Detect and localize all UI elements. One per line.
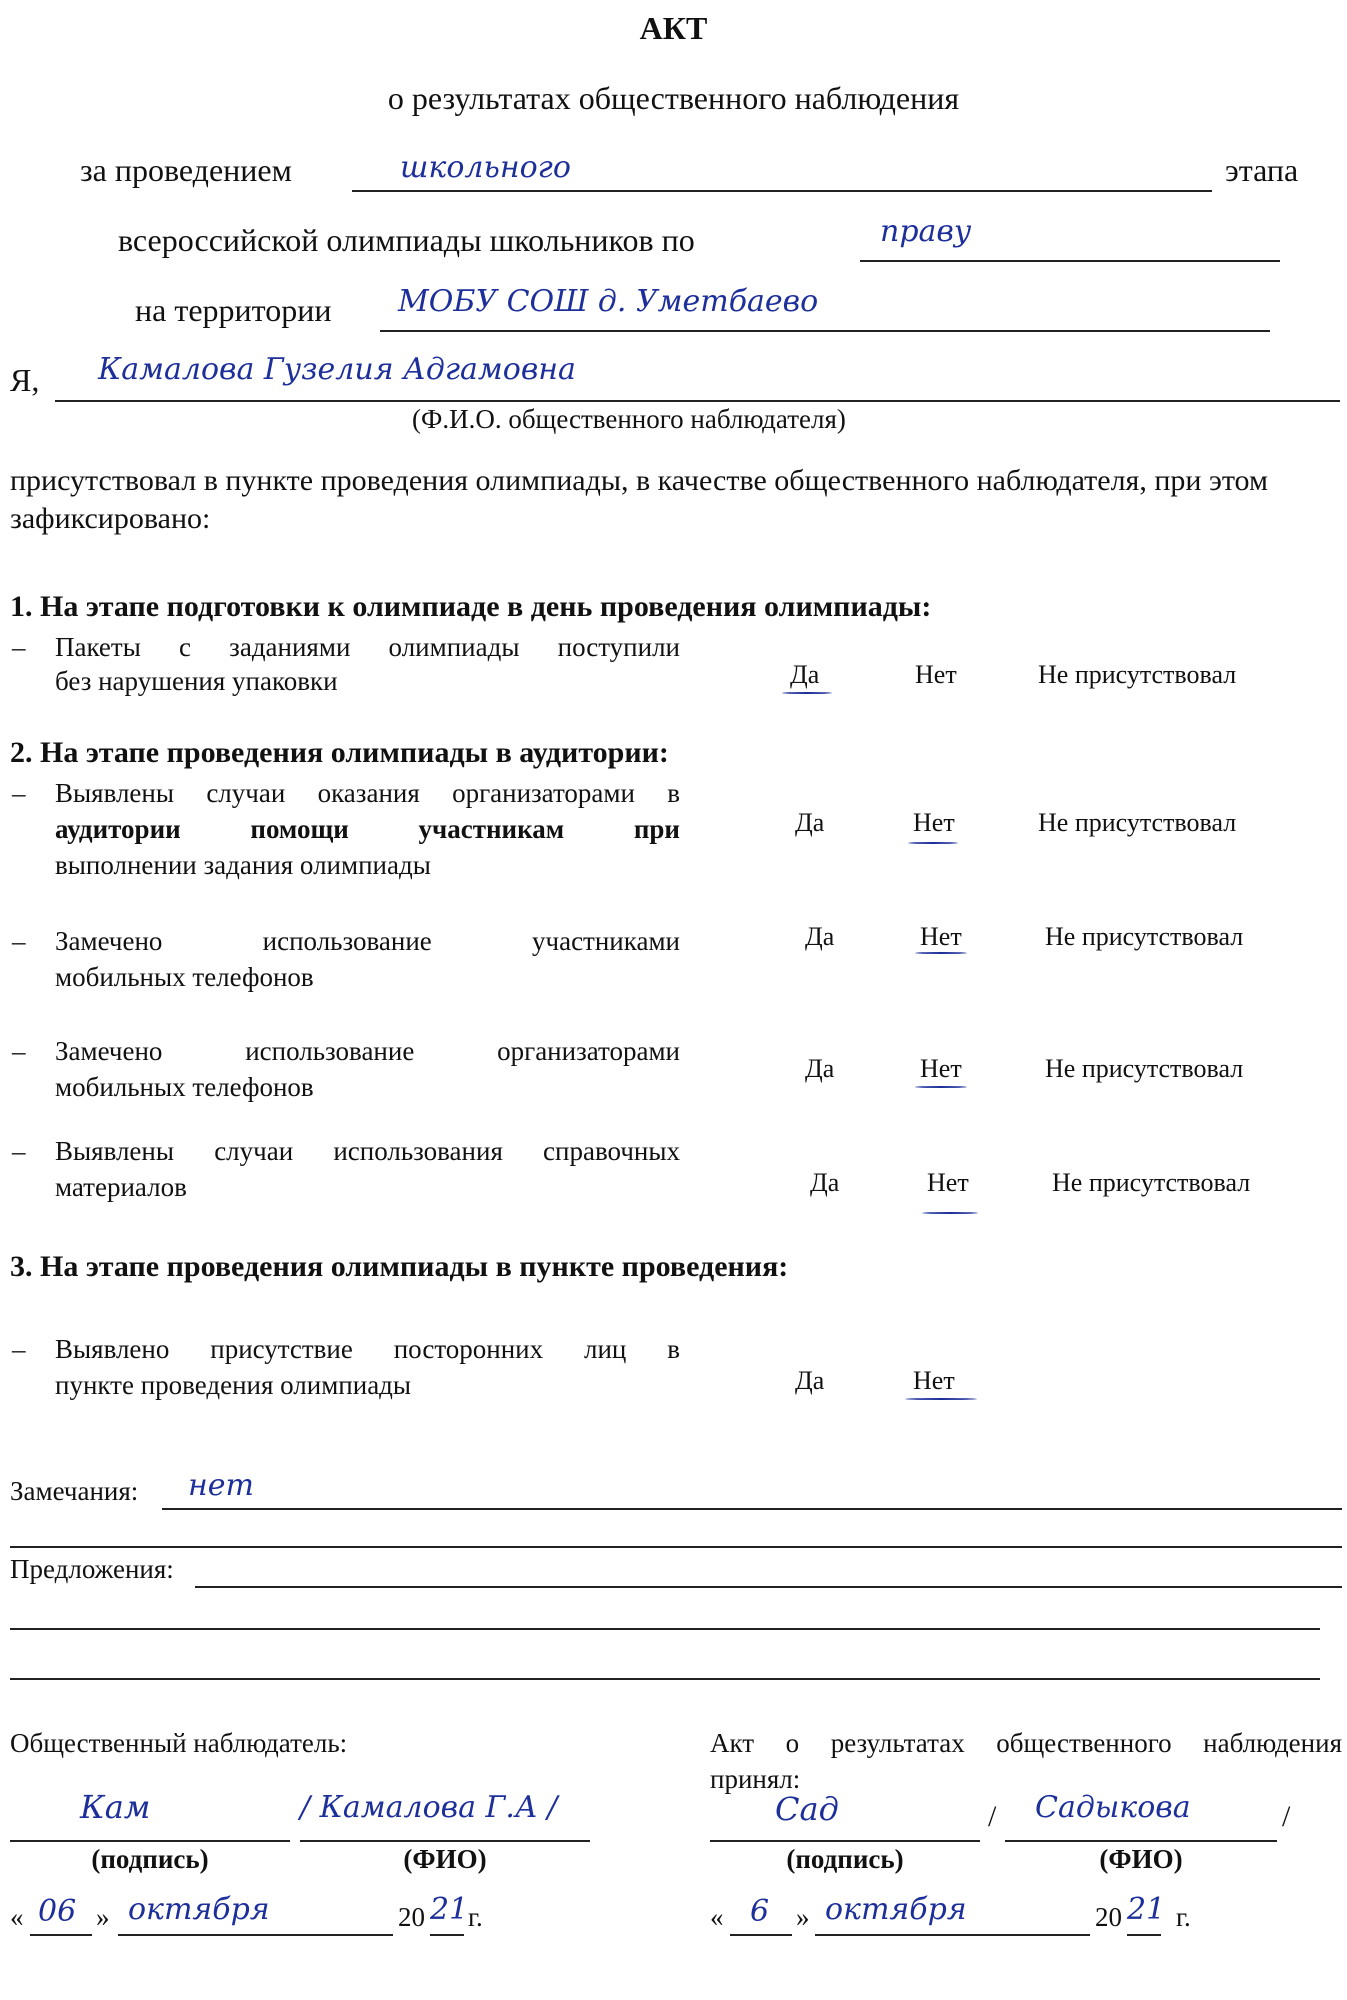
date-open: « bbox=[10, 1902, 24, 1932]
item-dash: – bbox=[12, 632, 26, 662]
observer-fio-line bbox=[300, 1840, 590, 1842]
acceptor-sign-caption: (подпись) bbox=[786, 1844, 904, 1874]
stage-suffix: этапа bbox=[1225, 152, 1299, 188]
option-no[interactable]: Нет bbox=[913, 1366, 955, 1395]
observer-signature[interactable]: Кам bbox=[80, 1788, 151, 1826]
date-day-line bbox=[730, 1934, 792, 1936]
observer-fio[interactable]: / Камалова Г.А / bbox=[300, 1790, 558, 1825]
item-text-line: Замечено использование участниками bbox=[55, 926, 680, 956]
territory-field[interactable]: МОБУ СОШ д. Уметбаево bbox=[398, 284, 819, 319]
item-text-line: выполнении задания олимпиады bbox=[55, 850, 431, 880]
conducting-label: за проведением bbox=[80, 152, 292, 188]
option-no[interactable]: Нет bbox=[915, 660, 957, 689]
acceptor-sign-title: Акт о результатах общественного наблюдения bbox=[710, 1728, 1342, 1758]
proposals-label: Предложения: bbox=[10, 1554, 174, 1584]
section-heading: 3. На этапе проведения олимпиады в пункте проведения: bbox=[10, 1250, 789, 1283]
acceptor-fio[interactable]: Садыкова bbox=[1035, 1790, 1191, 1825]
observer-caption: (Ф.И.О. общественного наблюдателя) bbox=[412, 404, 846, 434]
item-text-line: аудитории помощи участникам при bbox=[55, 814, 680, 844]
date-year[interactable]: 21 bbox=[430, 1892, 469, 1927]
intro-text: присутствовал в пункте проведения олимпиады, в качестве общественного наблюдателя, при этом зафиксировано: bbox=[10, 464, 1268, 535]
selected-mark bbox=[922, 1212, 978, 1214]
option-no[interactable]: Нет bbox=[913, 808, 955, 837]
date-month-line bbox=[815, 1934, 1090, 1936]
subject-field[interactable]: праву bbox=[880, 214, 972, 249]
item-text-line: мобильных телефонов bbox=[55, 1072, 314, 1102]
document-subtitle: о результатах общественного наблюдения bbox=[387, 80, 960, 116]
territory-line bbox=[380, 330, 1270, 332]
selected-mark bbox=[915, 952, 967, 954]
date-year-line bbox=[430, 1934, 464, 1936]
date-month[interactable]: октября bbox=[128, 1892, 270, 1927]
section-heading: 2. На этапе проведения олимпиады в аудитории: bbox=[10, 736, 669, 769]
item-dash: – bbox=[12, 778, 26, 808]
selected-mark bbox=[905, 1398, 977, 1400]
option-yes[interactable]: Да bbox=[795, 1366, 825, 1395]
remarks-label: Замечания: bbox=[10, 1476, 139, 1506]
document-title: АКТ bbox=[639, 10, 708, 46]
date-year-prefix: 20 bbox=[398, 1902, 425, 1932]
item-text-line: материалов bbox=[55, 1172, 187, 1202]
date-year[interactable]: 21 bbox=[1127, 1892, 1166, 1927]
date-open: « bbox=[710, 1902, 724, 1932]
option-yes[interactable]: Да bbox=[790, 660, 820, 689]
item-text-line: Выявлены случаи оказания организаторами в bbox=[55, 778, 680, 808]
option-no[interactable]: Нет bbox=[927, 1168, 969, 1197]
date-day[interactable]: 06 bbox=[38, 1894, 77, 1929]
item-text-line: Выявлено присутствие посторонних лиц в bbox=[55, 1334, 680, 1364]
item-text-line: мобильных телефонов bbox=[55, 962, 314, 992]
proposals-field[interactable] bbox=[195, 1586, 1342, 1588]
subject-line bbox=[860, 260, 1280, 262]
option-yes[interactable]: Да bbox=[805, 922, 835, 951]
stage-field[interactable]: школьного bbox=[400, 150, 571, 185]
item-text-line: Пакеты с заданиями олимпиады поступили bbox=[55, 632, 680, 662]
item-dash: – bbox=[12, 1136, 26, 1166]
date-day-line bbox=[30, 1934, 92, 1936]
acceptor-sign-title-2: принял: bbox=[710, 1764, 801, 1794]
proposals-line-3 bbox=[10, 1678, 1320, 1680]
item-dash: – bbox=[12, 1036, 26, 1066]
option-absent[interactable]: Не присутствовал bbox=[1052, 1168, 1251, 1197]
selected-mark bbox=[908, 842, 958, 844]
date-month[interactable]: октября bbox=[825, 1892, 967, 1927]
observer-sign-title: Общественный наблюдатель: bbox=[10, 1728, 348, 1758]
fio-slash: / bbox=[988, 1800, 997, 1833]
proposals-line-2 bbox=[10, 1628, 1320, 1630]
option-absent[interactable]: Не присутствовал bbox=[1045, 1054, 1244, 1083]
observer-name-field[interactable]: Камалова Гузелия Адгамовна bbox=[98, 352, 576, 387]
item-text-line: пункте проведения олимпиады bbox=[55, 1370, 412, 1400]
selected-mark bbox=[915, 1086, 967, 1088]
option-yes[interactable]: Да bbox=[810, 1168, 840, 1197]
date-close: » bbox=[96, 1902, 110, 1932]
acceptor-fio-caption: (ФИО) bbox=[1099, 1844, 1183, 1874]
remarks-line bbox=[162, 1508, 1342, 1510]
observer-line bbox=[55, 400, 1340, 402]
item-dash: – bbox=[12, 926, 26, 956]
option-yes[interactable]: Да bbox=[795, 808, 825, 837]
date-close: » bbox=[796, 1902, 810, 1932]
option-no[interactable]: Нет bbox=[920, 922, 962, 951]
acceptor-signature[interactable]: Сад bbox=[775, 1790, 839, 1828]
option-absent[interactable]: Не присутствовал bbox=[1038, 808, 1237, 837]
date-year-unit: г. bbox=[468, 1902, 483, 1932]
item-text-line: Выявлены случаи использования справочных bbox=[55, 1136, 680, 1166]
acceptor-fio-line bbox=[1005, 1840, 1277, 1842]
option-absent[interactable]: Не присутствовал bbox=[1038, 660, 1237, 689]
observer-sign-caption: (подпись) bbox=[91, 1844, 209, 1874]
date-year-unit: г. bbox=[1176, 1902, 1191, 1932]
acceptor-signature-line bbox=[710, 1840, 980, 1842]
item-text-line: Замечено использование организаторами bbox=[55, 1036, 680, 1066]
option-yes[interactable]: Да bbox=[805, 1054, 835, 1083]
observer-prefix: Я, bbox=[10, 362, 40, 398]
date-year-prefix: 20 bbox=[1095, 1902, 1122, 1932]
date-month-line bbox=[118, 1934, 393, 1936]
date-year-line bbox=[1127, 1934, 1161, 1936]
remarks-line-2 bbox=[10, 1546, 1342, 1548]
olympiad-label: всероссийской олимпиады школьников по bbox=[118, 222, 695, 258]
fio-slash-end: / bbox=[1282, 1800, 1291, 1833]
item-text-line: без нарушения упаковки bbox=[55, 666, 338, 696]
territory-label: на территории bbox=[135, 292, 332, 328]
selected-mark bbox=[782, 692, 832, 694]
item-dash: – bbox=[12, 1334, 26, 1364]
option-no[interactable]: Нет bbox=[920, 1054, 962, 1083]
option-absent[interactable]: Не присутствовал bbox=[1045, 922, 1244, 951]
date-day[interactable]: 6 bbox=[750, 1894, 770, 1929]
observer-fio-caption: (ФИО) bbox=[403, 1844, 487, 1874]
section-heading: 1. На этапе подготовки к олимпиаде в день проведения олимпиады: bbox=[10, 590, 932, 623]
stage-line bbox=[352, 190, 1212, 192]
observer-signature-line bbox=[10, 1840, 290, 1842]
remarks-field[interactable]: нет bbox=[188, 1468, 254, 1503]
